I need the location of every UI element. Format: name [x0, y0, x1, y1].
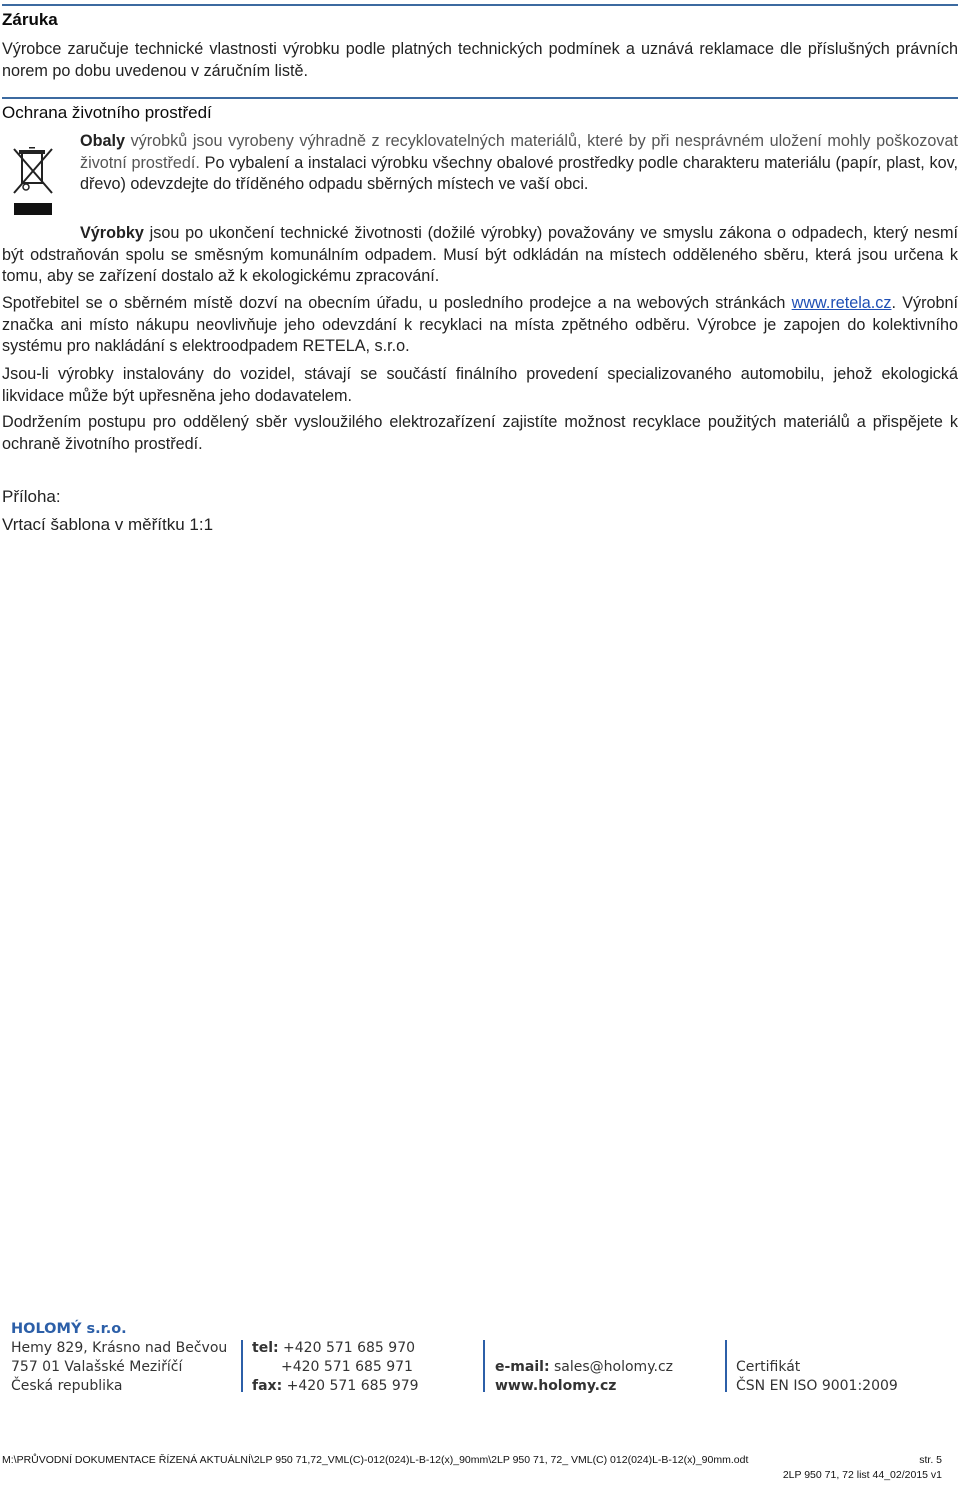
attachment-item: Vrtací šablona v měřítku 1:1 [2, 515, 214, 534]
consumer-text-end: . Výrobní značka ani místo nákupu neovlivňuje jeho odevzdání k recyklaci na místa zpětného odběru. Výrobce je zapojen do kolektivního systému pro nakládání s elektroodpadem RETELA, s.r.o. [2, 294, 958, 355]
company-name: HOLOMÝ s.r.o. [11, 1321, 127, 1337]
footer-divider-1 [241, 1340, 243, 1392]
packaging-text: výrobků jsou vyrobeny výhradně z recyklovatelných materiálů, které by při nesprávném uložení mohly poškozovat životní prostředí. [80, 132, 958, 172]
warranty-text: Výrobce zaručuje technické vlastnosti výrobku podle platných technických podmínek a uznává reklamace dle příslušných právních norem po dobu uvedenou v záručním listě. [2, 40, 958, 80]
phone-block [252, 1339, 419, 1396]
tel-1: +420 571 685 970 [278, 1340, 416, 1356]
packaging-bold: Obaly [80, 132, 125, 150]
footer-divider-2 [483, 1340, 485, 1392]
products-bold: Výrobky [80, 224, 144, 242]
crossed-out-wheelie-bin-icon [12, 147, 54, 217]
warranty-header [2, 4, 958, 30]
footer-divider-3 [725, 1340, 727, 1392]
address-line-1: Hemy 829, Krásno nad Bečvou [11, 1340, 228, 1356]
environment-paragraph-2 [2, 223, 958, 288]
address-line-3: Česká republika [11, 1378, 123, 1394]
document-id: 2LP 950 71, 72 list 44_02/2015 v1 [782, 1469, 942, 1481]
document-path: M:\PRŮVODNÍ DOKUMENTACE ŘÍZENÁ AKTUÁLNÍ\2LP 950 71,72_VML(C)-012(024)L-B-12(x)_90mm\2LP 950 71, 72_ VML(C) 012(024)L-B-12(x)_90mm.odt [2, 1454, 749, 1466]
environment-paragraph-1 [80, 131, 958, 196]
warranty-heading: Záruka [2, 10, 58, 29]
products-text: jsou po ukončení technické životnosti (dožilé výrobky) považovány ve smyslu zákona o odpadech, který nesmí být odstraňován spolu se směsným komunálním odpadem. Musí být odkládán na místech odděleného sběru, která jsou určena k tomu, aby se zařízení dostalo až k ekologickému zpracování. [2, 224, 958, 285]
environment-paragraph-4: Jsou-li výrobky instalovány do vozidel, stávají se součástí finálního provedení specializovaného automobilu, jehož ekologická likvidace může být upřesněna jeho dodavatelem. [2, 365, 958, 405]
certificate-block [736, 1358, 898, 1396]
tel-2: +420 571 685 971 [281, 1359, 413, 1375]
company-address-block [11, 1320, 227, 1396]
environment-paragraph-3 [2, 293, 958, 358]
tel-label: tel: [252, 1340, 279, 1356]
contact-block [495, 1358, 673, 1396]
environment-header [2, 97, 958, 123]
certificate-label: Certifikát [736, 1359, 801, 1375]
company-footer [0, 1320, 960, 1400]
page-number: str. 5 [919, 1454, 942, 1466]
consumer-text: Spotřebitel se o sběrném místě dozví na obecním úřadu, u posledního prodejce a na webových stránkách [2, 294, 792, 312]
certificate-standard: ČSN EN ISO 9001:2009 [736, 1378, 898, 1394]
environment-paragraph-5: Dodržením postupu pro oddělený sběr vysloužilého elektrozařízení zajistíte možnost recyklace použitých materiálů a přispějete k ochraně životního prostředí. [2, 413, 958, 453]
fax-label: fax: [252, 1378, 283, 1394]
packaging-instructions: Po vybalení a instalaci výrobku všechny obalové prostředky podle charakteru materiálu (papír, plast, kov, dřevo) odevzdejte do tříděného odpadu sběrných místech ve vaší obci. [80, 153, 958, 193]
environment-heading: Ochrana životního prostředí [2, 103, 212, 122]
email-address[interactable]: sales@holomy.cz [549, 1359, 673, 1375]
website[interactable]: www.holomy.cz [495, 1378, 617, 1394]
retela-link[interactable]: www.retela.cz [791, 294, 892, 312]
email-label: e-mail: [495, 1359, 550, 1375]
attachment-label: Příloha: [2, 487, 61, 506]
fax-number: +420 571 685 979 [282, 1378, 419, 1394]
address-line-2: 757 01 Valašské Meziříčí [11, 1359, 183, 1375]
